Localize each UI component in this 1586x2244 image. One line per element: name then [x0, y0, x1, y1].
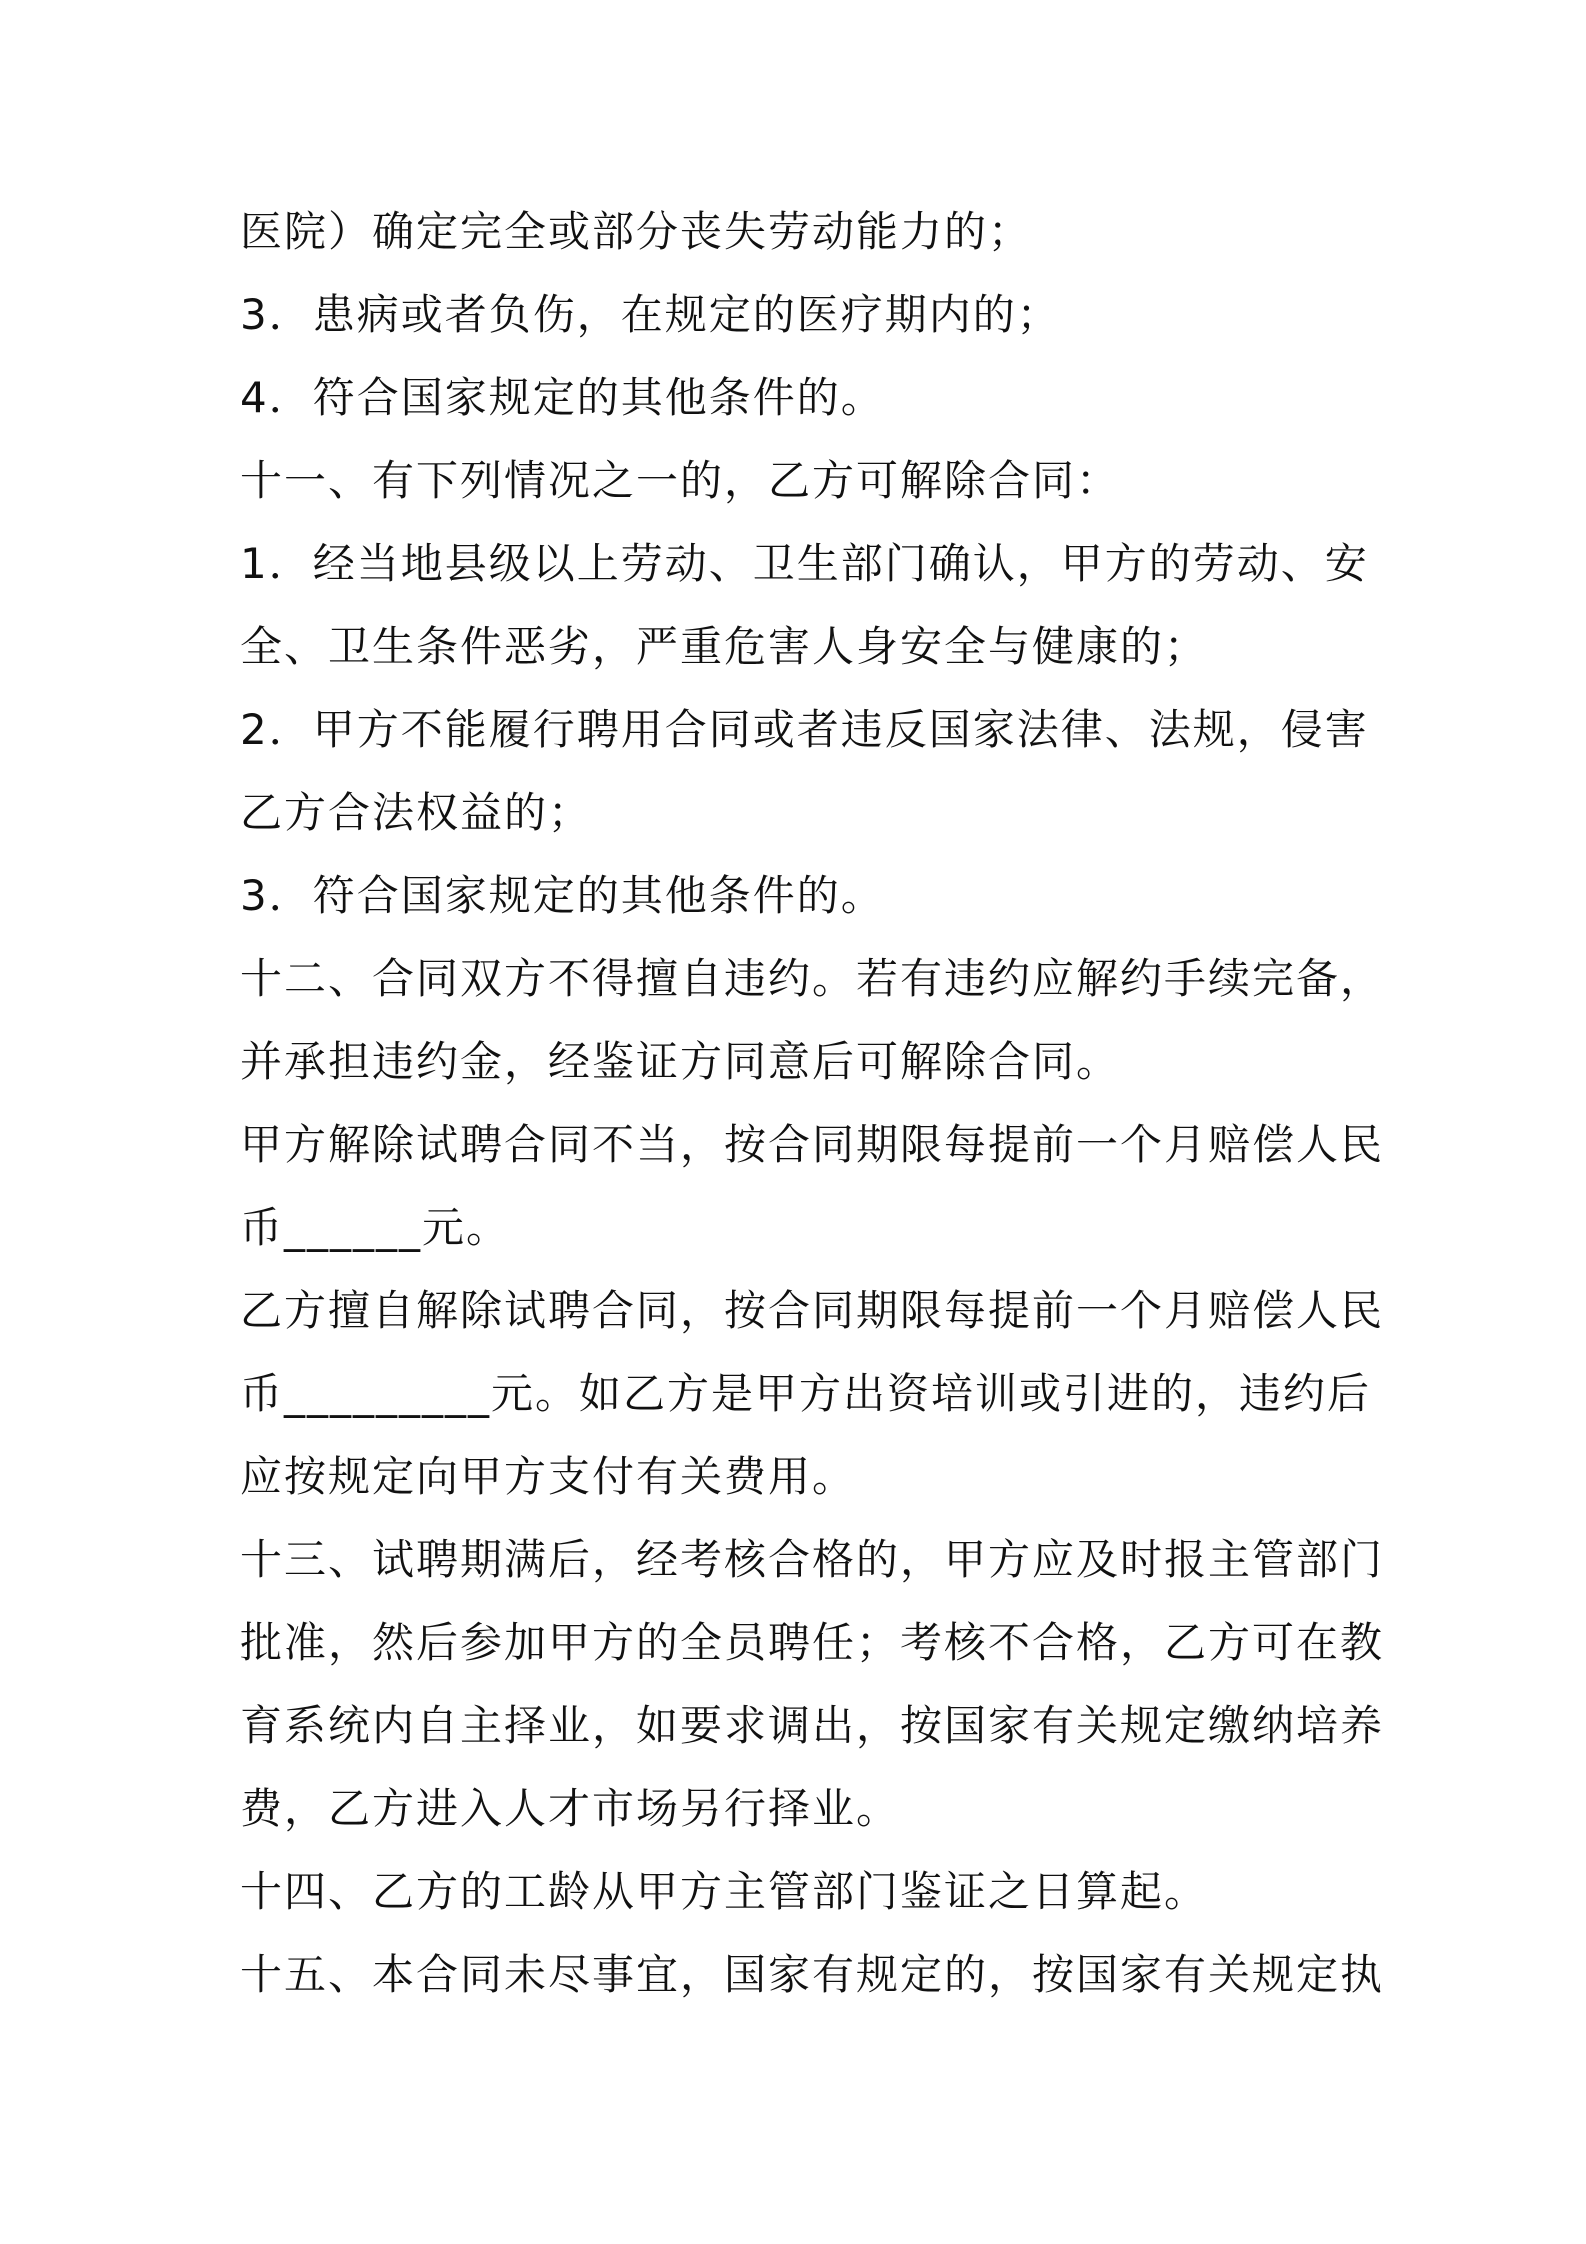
text-line: 乙方合法权益的； [240, 788, 593, 837]
text-line: 3．患病或者负伤，在规定的医疗期内的； [240, 290, 1061, 339]
clause-heading-14: 十四、乙方的工龄从甲方主管部门鉴证之日算起。 [240, 1867, 1209, 1916]
text-line: 批准，然后参加甲方的全员聘任；考核不合格，乙方可在教 [240, 1618, 1385, 1667]
text-line: 育系统内自主择业，如要求调出，按国家有关规定缴纳培养 [240, 1701, 1385, 1750]
text-line: 4．符合国家规定的其他条件的。 [240, 373, 885, 422]
text-line: 费，乙方进入人才市场另行择业。 [240, 1784, 901, 1833]
clause-heading-15: 十五、本合同未尽事宜，国家有规定的，按国家有关规定执 [240, 1950, 1385, 1999]
clause-heading-13: 十三、试聘期满后，经考核合格的，甲方应及时报主管部门 [240, 1535, 1385, 1584]
text-line: 全、卫生条件恶劣，严重危害人身安全与健康的； [240, 622, 1209, 671]
document-body [240, 190, 1385, 2016]
text-line: 1．经当地县级以上劳动、卫生部门确认，甲方的劳动、安 [240, 539, 1369, 588]
blank-amount-line: 币_________元。如乙方是甲方出资培训或引进的，违约后 [240, 1369, 1372, 1418]
blank-amount-line: 币______元。 [240, 1203, 511, 1252]
clause-heading-11: 十一、有下列情况之一的，乙方可解除合同： [240, 456, 1121, 505]
text-line: 医院）确定完全或部分丧失劳动能力的； [240, 207, 1033, 256]
text-line: 并承担违约金，经鉴证方同意后可解除合同。 [240, 1037, 1121, 1086]
text-line: 2．甲方不能履行聘用合同或者违反国家法律、法规，侵害 [240, 705, 1369, 754]
clause-heading-12: 十二、合同双方不得擅自违约。若有违约应解约手续完备， [240, 954, 1385, 1003]
text-line: 甲方解除试聘合同不当，按合同期限每提前一个月赔偿人民 [240, 1120, 1385, 1169]
text-line: 应按规定向甲方支付有关费用。 [240, 1452, 857, 1501]
text-line: 3．符合国家规定的其他条件的。 [240, 871, 885, 920]
text-line: 乙方擅自解除试聘合同，按合同期限每提前一个月赔偿人民 [240, 1286, 1385, 1335]
